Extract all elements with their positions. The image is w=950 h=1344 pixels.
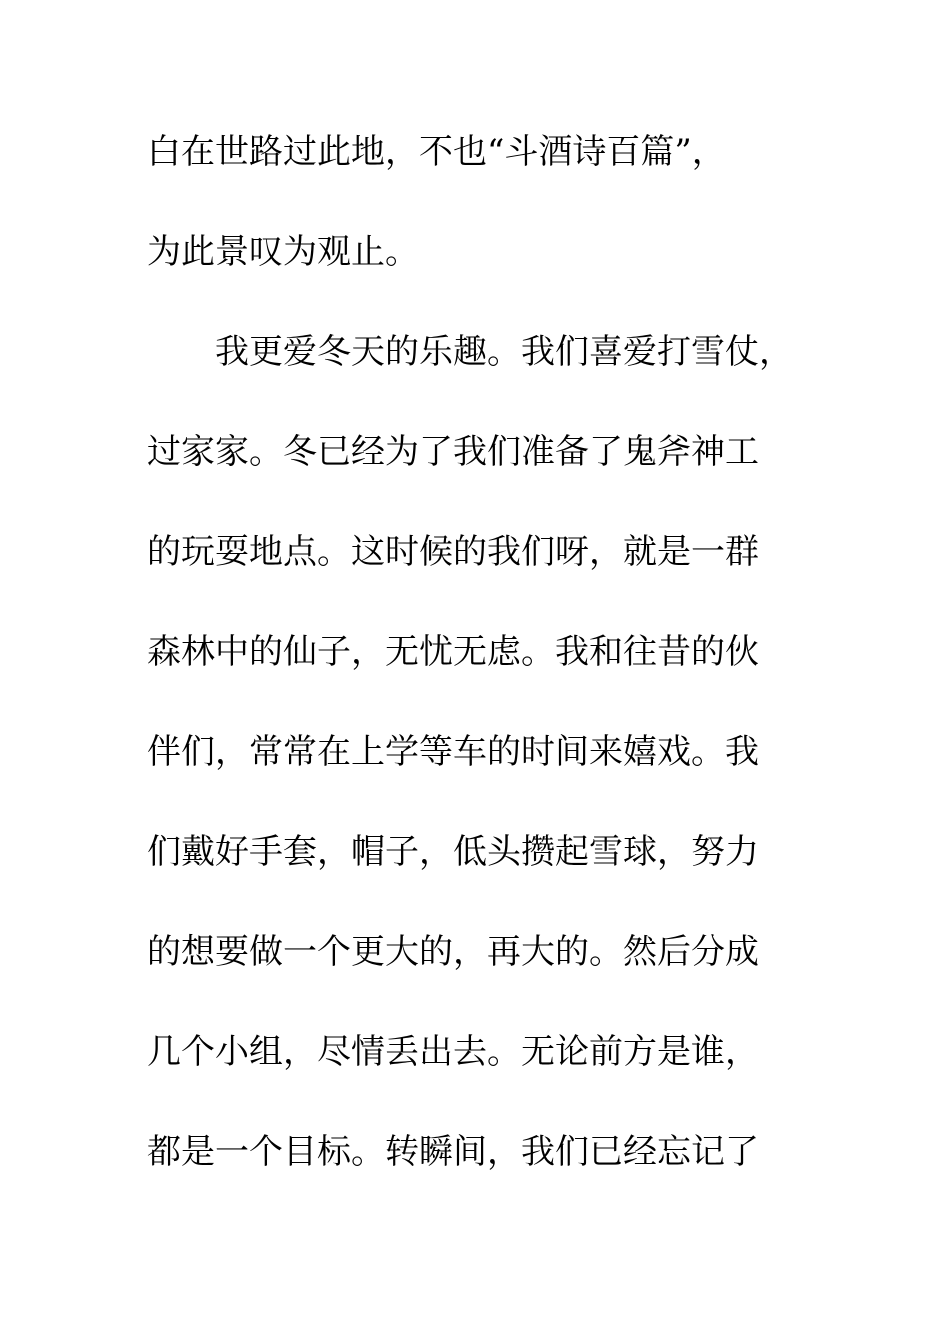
text-line: 的想要做一个更大的，再大的。然后分成	[147, 932, 759, 972]
text-line: 的玩耍地点。这时候的我们呀，就是一群	[147, 532, 759, 572]
text-line: 为此景叹为观止。	[147, 232, 419, 272]
text-line: 过家家。冬已经为了我们准备了鬼斧神工	[147, 432, 759, 472]
text-line: 都是一个目标。转瞬间，我们已经忘记了	[147, 1132, 759, 1172]
text-line: 白在世路过此地，不也“斗酒诗百篇”，	[147, 132, 726, 172]
text-line: 伴们，常常在上学等车的时间来嬉戏。我	[147, 732, 759, 772]
paragraph-start-line: 我更爱冬天的乐趣。我们喜爱打雪仗，	[215, 332, 793, 372]
text-line: 几个小组，尽情丢出去。无论前方是谁，	[147, 1032, 759, 1072]
text-line: 们戴好手套，帽子，低头攒起雪球，努力	[147, 832, 759, 872]
text-line: 森林中的仙子，无忧无虑。我和往昔的伙	[147, 632, 759, 672]
